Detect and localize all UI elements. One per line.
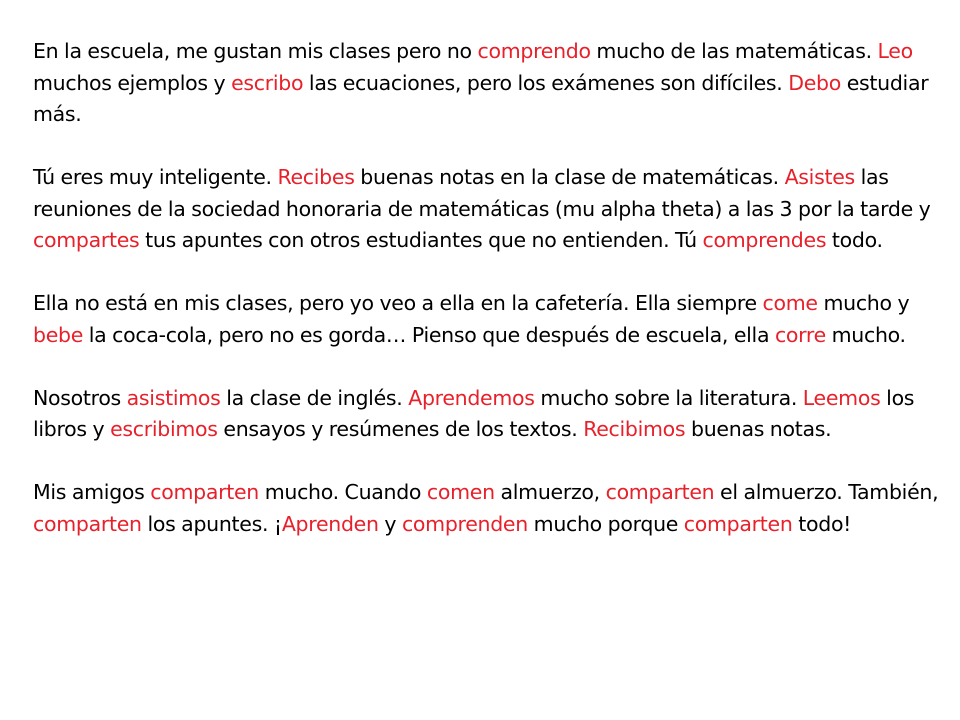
text-segment: En la escuela, me gustan mis clases pero no	[33, 39, 478, 63]
text-segment: Ella no está en mis clases, pero yo veo a ella en la cafetería. Ella siempre	[33, 291, 763, 315]
text-segment: tus apuntes con otros estudiantes que no entienden. Tú	[139, 228, 703, 252]
text-segment: muchos ejemplos y	[33, 70, 232, 95]
highlighted-verb: corre	[774, 322, 826, 347]
slide-body	[33, 36, 955, 572]
highlighted-verb: bebe	[33, 322, 84, 347]
highlighted-verb: comparten	[683, 511, 793, 536]
highlighted-verb: Recibimos	[583, 417, 686, 441]
text-segment: Nosotros	[33, 385, 127, 410]
text-segment: buenas notas en la clase de matemáticas.	[354, 165, 785, 189]
text-segment: almuerzo,	[494, 480, 606, 504]
highlighted-verb: Debo	[788, 70, 841, 95]
text-segment: mucho.	[825, 322, 906, 347]
paragraph-escuela	[33, 36, 955, 131]
text-segment: estudiar más.	[33, 70, 929, 126]
text-segment: mucho porque	[527, 511, 684, 536]
paragraph-amigos	[33, 477, 955, 540]
highlighted-verb: comprendo	[477, 39, 591, 63]
highlighted-verb: comprenden	[401, 511, 528, 536]
text-segment: la coca-cola, pero no es gorda… Pienso que después de escuela, ella	[83, 322, 775, 347]
text-segment: y	[378, 511, 402, 536]
highlighted-verb: come	[762, 291, 818, 315]
text-segment: mucho. Cuando	[259, 480, 427, 504]
highlighted-verb: Aprendemos	[408, 385, 535, 410]
text-segment: mucho sobre la literatura.	[534, 385, 803, 410]
text-segment: la clase de inglés.	[220, 385, 409, 410]
text-segment: las ecuaciones, pero los exámenes son difíciles.	[303, 70, 789, 95]
text-segment: las reuniones de la sociedad honoraria de matemáticas (mu alpha theta) a las 3 por la tarde y	[33, 165, 931, 221]
paragraph-nosotros	[33, 383, 955, 446]
text-segment: mucho de las matemáticas.	[590, 39, 878, 63]
text-segment: mucho y	[817, 291, 910, 315]
paragraph-ella	[33, 288, 955, 351]
highlighted-verb: comparten	[150, 480, 259, 504]
text-segment: todo.	[826, 228, 883, 252]
highlighted-verb: Aprenden	[281, 511, 379, 536]
text-segment: Mis amigos	[33, 480, 151, 504]
text-segment: ensayos y resúmenes de los textos.	[217, 417, 584, 441]
text-segment: el almuerzo. También,	[714, 480, 939, 504]
highlighted-verb: escribo	[231, 70, 304, 95]
highlighted-verb: compartes	[33, 228, 140, 252]
highlighted-verb: Asistes	[784, 165, 855, 189]
highlighted-verb: Recibes	[277, 165, 355, 189]
highlighted-verb: comparten	[33, 511, 142, 536]
highlighted-verb: Leo	[877, 39, 913, 63]
text-segment: buenas notas.	[685, 417, 832, 441]
highlighted-verb: comprendes	[702, 228, 827, 252]
highlighted-verb: comparten	[605, 480, 715, 504]
highlighted-verb: escribimos	[110, 417, 218, 441]
text-segment: Tú eres muy inteligente.	[33, 165, 278, 189]
paragraph-tu	[33, 162, 955, 257]
text-segment: los apuntes. ¡	[141, 511, 282, 536]
highlighted-verb: comen	[426, 480, 495, 504]
text-segment: los libros y	[33, 385, 915, 441]
highlighted-verb: Leemos	[802, 385, 881, 410]
highlighted-verb: asistimos	[126, 385, 221, 410]
text-segment: todo!	[792, 511, 852, 536]
